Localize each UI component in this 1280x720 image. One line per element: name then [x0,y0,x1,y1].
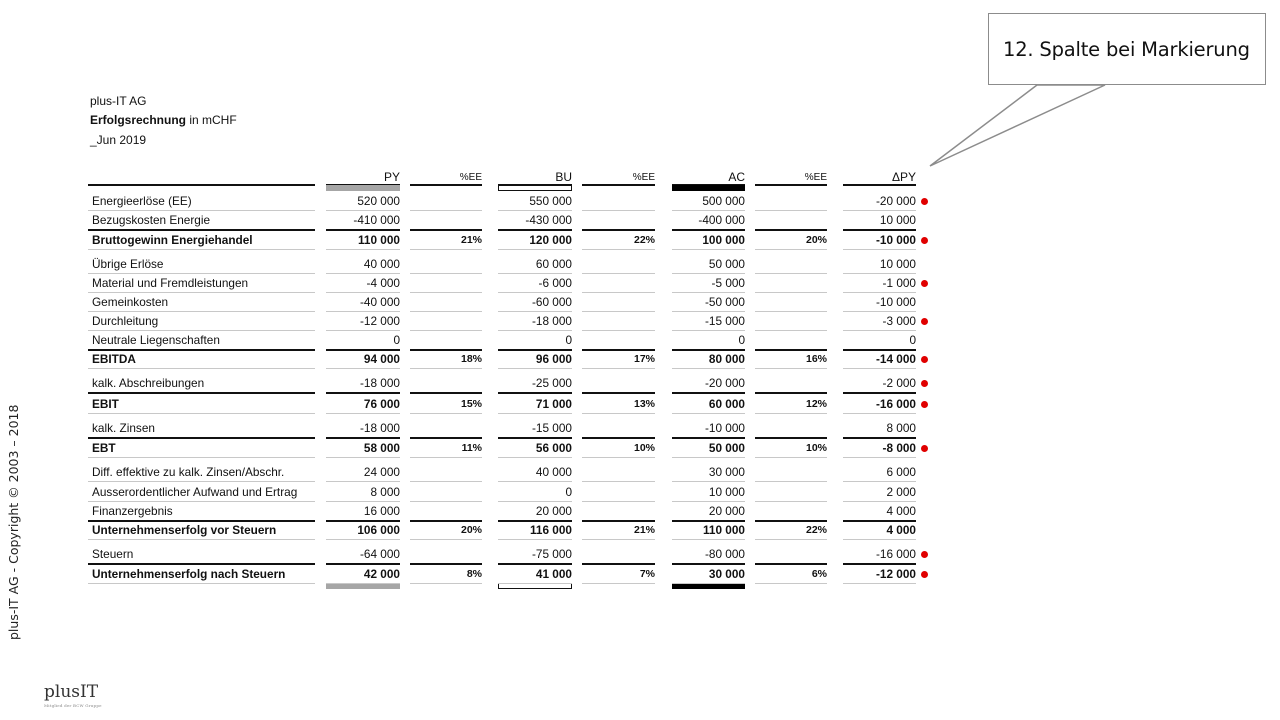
row-label: EBIT [92,397,119,411]
row-rule [843,311,916,312]
cell-pp: 21% [460,234,482,246]
row-rule [410,311,482,312]
row-rule [755,292,827,293]
status-dot [921,380,928,387]
row-rule [755,392,827,394]
row-rule [582,457,655,458]
cell-ac: 60 000 [708,397,745,411]
row-rule [582,392,655,394]
row-rule [843,349,916,351]
row-rule [672,563,745,565]
row-rule [755,311,827,312]
cell-d: -16 000 [875,397,916,411]
row-rule [88,457,315,458]
cell-ac: 20 000 [708,504,745,518]
scenario-marker [498,185,572,191]
cell-py: -40 000 [359,295,400,309]
row-rule [326,210,400,211]
callout-text: 12. Spalte bei Markierung [1003,38,1250,61]
row-label: Diff. effektive zu kalk. Zinsen/Abschr. [92,465,285,479]
row-rule [755,349,827,351]
row-rule [843,520,916,522]
row-rule [410,437,482,439]
cell-ac: -10 000 [704,421,745,435]
cell-d: -8 000 [882,441,916,455]
cell-pp: 8% [466,568,482,580]
row-rule [755,273,827,274]
cell-py: 94 000 [363,352,400,366]
row-rule [843,563,916,565]
row-rule [582,501,655,502]
column-header: %EE [632,172,655,183]
cell-ac: 100 000 [702,233,745,247]
status-dot [921,280,928,287]
row-rule [582,520,655,522]
row-rule [410,210,482,211]
row-rule [88,501,315,502]
cell-ac: -20 000 [704,376,745,390]
row-rule [843,457,916,458]
row-rule [755,501,827,502]
row-rule [755,481,827,482]
row-rule [672,501,745,502]
status-dot [921,401,928,408]
row-rule [410,501,482,502]
row-rule [582,583,655,584]
cell-ap: 12% [805,398,827,410]
column-header: %EE [459,172,482,183]
cell-ac: 50 000 [708,441,745,455]
column-header: BU [555,170,572,184]
row-rule [672,292,745,293]
cell-ap: 10% [805,442,827,454]
status-dot [921,551,928,558]
row-rule [88,330,315,331]
header-rule [582,184,655,186]
row-rule [326,229,400,231]
row-rule [88,292,315,293]
cell-ap: 22% [805,524,827,536]
row-rule [326,481,400,482]
row-rule [498,539,572,540]
row-rule [498,520,572,522]
row-label: EBITDA [92,352,136,366]
cell-bu: -6 000 [538,276,572,290]
cell-bu: 120 000 [529,233,572,247]
row-rule [326,330,400,331]
cell-ap: 16% [805,353,827,365]
logo-name: plusIT [44,682,99,702]
report-period: _Jun 2019 [90,133,147,147]
cell-py: -12 000 [359,314,400,328]
cell-d: -2 000 [882,376,916,390]
row-rule [755,583,827,584]
row-rule [755,457,827,458]
cell-bu: -25 000 [531,376,572,390]
row-rule [498,413,572,414]
column-header: %EE [804,172,827,183]
row-rule [582,349,655,351]
row-rule [672,273,745,274]
cell-d: -12 000 [875,567,916,581]
row-label: Durchleitung [92,314,159,328]
cell-d: 0 [909,333,916,347]
row-rule [326,273,400,274]
row-rule [498,392,572,394]
cell-py: 520 000 [357,194,400,208]
cell-bu: 0 [565,485,572,499]
row-rule [410,481,482,482]
cell-py: 76 000 [363,397,400,411]
row-rule [582,249,655,250]
row-rule [672,413,745,414]
row-rule [672,520,745,522]
cell-bu: 71 000 [535,397,572,411]
row-rule [326,392,400,394]
row-rule [582,311,655,312]
row-rule [326,583,400,584]
cell-pp: 11% [461,442,482,454]
row-rule [672,349,745,351]
row-rule [326,292,400,293]
row-rule [582,292,655,293]
cell-py: 24 000 [363,465,400,479]
row-rule [843,273,916,274]
row-rule [755,210,827,211]
cell-bp: 7% [639,568,655,580]
cell-d: -1 000 [882,276,916,290]
row-rule [582,273,655,274]
row-rule [672,210,745,211]
row-rule [498,437,572,439]
row-rule [843,539,916,540]
cell-bp: 13% [633,398,655,410]
cell-bu: 116 000 [530,523,572,537]
cell-bu: 56 000 [535,441,572,455]
row-rule [755,539,827,540]
row-rule [755,563,827,565]
row-rule [88,392,315,394]
row-rule [88,349,315,351]
row-rule [326,539,400,540]
cell-py: -18 000 [359,421,400,435]
row-label: kalk. Zinsen [92,421,155,435]
cell-py: 42 000 [363,567,400,581]
row-rule [582,413,655,414]
row-rule [88,249,315,250]
row-rule [755,368,827,369]
row-rule [498,368,572,369]
cell-bu: 41 000 [535,567,572,581]
cell-ac: -15 000 [704,314,745,328]
row-rule [498,210,572,211]
cell-d: 10 000 [879,257,916,271]
cell-py: 0 [393,333,400,347]
cell-py: -64 000 [359,547,400,561]
row-rule [843,249,916,250]
cell-pp: 20% [460,524,482,536]
cell-ap: 6% [811,568,827,580]
cell-bu: 0 [565,333,572,347]
row-rule [843,481,916,482]
row-rule [326,368,400,369]
row-rule [755,437,827,439]
cell-bp: 21% [633,524,655,536]
row-rule [755,413,827,414]
cell-ac: 80 000 [708,352,745,366]
row-rule [410,413,482,414]
row-rule [843,413,916,414]
company-name: plus-IT AG [90,94,147,108]
row-rule [843,368,916,369]
cell-ac: -80 000 [704,547,745,561]
status-dot [921,445,928,452]
cell-bp: 10% [633,442,655,454]
row-label: Steuern [92,547,134,561]
plusit-logo [44,682,102,708]
cell-pp: 15% [460,398,482,410]
row-rule [88,413,315,414]
column-header: AC [728,170,745,184]
row-rule [498,311,572,312]
scenario-marker [326,185,400,191]
cell-bu: -75 000 [531,547,572,561]
cell-d: -10 000 [875,295,916,309]
row-rule [498,273,572,274]
row-rule [88,210,315,211]
header-rule [843,184,916,186]
row-rule [410,539,482,540]
status-dot [921,571,928,578]
cell-d: 6 000 [886,465,916,479]
row-rule [88,563,315,565]
row-rule [498,501,572,502]
row-rule [498,249,572,250]
row-rule [843,583,916,584]
row-rule [326,457,400,458]
row-rule [410,457,482,458]
row-rule [410,249,482,250]
row-rule [755,330,827,331]
cell-ac: 30 000 [708,465,745,479]
row-rule [582,330,655,331]
cell-py: 40 000 [363,257,400,271]
row-rule [326,249,400,250]
row-rule [843,292,916,293]
cell-d: -14 000 [875,352,916,366]
cell-bp: 22% [633,234,655,246]
row-label: kalk. Abschreibungen [92,376,205,390]
row-label: Bezugskosten Energie [92,213,211,227]
row-rule [410,349,482,351]
row-label: Übrige Erlöse [92,257,164,271]
row-rule [755,249,827,250]
row-rule [88,583,315,584]
row-rule [582,539,655,540]
row-rule [582,481,655,482]
cell-d: 8 000 [886,421,916,435]
row-rule [410,563,482,565]
row-rule [672,481,745,482]
row-label: Gemeinkosten [92,295,169,309]
report-title-unit: in mCHF [186,113,237,127]
row-label: Ausserordentlicher Aufwand und Ertrag [92,485,298,499]
cell-py: 16 000 [363,504,400,518]
row-rule [410,520,482,522]
cell-py: 58 000 [363,441,400,455]
cell-ac: -5 000 [711,276,745,290]
row-rule [326,311,400,312]
row-rule [672,249,745,250]
row-rule [843,437,916,439]
cell-d: -10 000 [875,233,916,247]
cell-bu: -18 000 [531,314,572,328]
status-dot [921,237,928,244]
row-label: Material und Fremdleistungen [92,276,249,290]
cell-ap: 20% [805,234,827,246]
cell-bu: 550 000 [529,194,572,208]
row-rule [410,583,482,584]
row-rule [672,457,745,458]
cell-bu: 20 000 [535,504,572,518]
cell-bu: 60 000 [535,257,572,271]
cell-py: 8 000 [370,485,400,499]
cell-ac: 50 000 [708,257,745,271]
logo-tagline: Mitglied der BCW Gruppe [44,703,102,708]
cell-py: -18 000 [359,376,400,390]
row-rule [672,330,745,331]
cell-py: 110 000 [358,233,400,247]
cell-py: -4 000 [366,276,400,290]
cell-py: 106 000 [357,523,400,537]
header-rule [88,184,315,186]
copyright-side-text: plus-IT AG - Copyright © 2003 – 2018 [6,404,21,640]
row-rule [326,413,400,414]
row-rule [582,229,655,231]
row-rule [498,292,572,293]
cell-ac: -50 000 [704,295,745,309]
row-rule [672,437,745,439]
row-label: Bruttogewinn Energiehandel [92,233,253,247]
row-rule [410,392,482,394]
report-title-bold: Erfolgsrechnung [90,113,187,127]
row-label: Neutrale Liegenschaften [92,333,220,347]
row-rule [843,501,916,502]
row-rule [326,349,400,351]
row-rule [326,563,400,565]
row-rule [88,311,315,312]
cell-ac: 0 [738,333,745,347]
row-rule [410,229,482,231]
scenario-marker [672,185,745,191]
status-dot [921,318,928,325]
row-rule [498,583,572,584]
row-rule [672,392,745,394]
row-rule [88,539,315,540]
row-label: Unternehmenserfolg nach Steuern [92,567,286,581]
row-rule [410,368,482,369]
row-rule [582,210,655,211]
row-rule [672,311,745,312]
row-rule [755,229,827,231]
row-rule [88,368,315,369]
row-rule [672,539,745,540]
row-label: Finanzergebnis [92,504,173,518]
row-rule [88,273,315,274]
row-rule [498,330,572,331]
cell-ac: 500 000 [702,194,745,208]
row-rule [498,563,572,565]
cell-bu: -60 000 [531,295,572,309]
cell-ac: 30 000 [708,567,745,581]
row-rule [410,273,482,274]
row-rule [755,520,827,522]
cell-d: 4 000 [886,523,916,537]
row-rule [498,229,572,231]
header-rule [755,184,827,186]
row-rule [843,330,916,331]
cell-d: -16 000 [875,547,916,561]
row-label: Unternehmenserfolg vor Steuern [92,523,277,537]
cell-ac: 10 000 [708,485,745,499]
cell-bp: 17% [633,353,655,365]
row-rule [498,481,572,482]
row-rule [88,481,315,482]
cell-bu: -15 000 [531,421,572,435]
row-rule [843,229,916,231]
row-rule [410,330,482,331]
row-rule [88,520,315,522]
cell-bu: 40 000 [535,465,572,479]
cell-d: -20 000 [875,194,916,208]
row-rule [672,368,745,369]
row-label: EBT [92,441,116,455]
cell-ac: 110 000 [703,523,745,537]
status-dot [921,356,928,363]
cell-py: -410 000 [353,213,400,227]
cell-pp: 18% [460,353,482,365]
column-header: PY [383,170,400,184]
row-rule [326,437,400,439]
row-rule [672,229,745,231]
row-rule [498,349,572,351]
row-rule [326,501,400,502]
status-dot [921,198,928,205]
row-rule [582,437,655,439]
header-rule [410,184,482,186]
cell-d: 2 000 [886,485,916,499]
row-rule [843,210,916,211]
cell-ac: -400 000 [698,213,745,227]
row-rule [498,457,572,458]
cell-bu: 96 000 [535,352,572,366]
row-rule [88,229,315,231]
row-rule [582,563,655,565]
row-rule [326,520,400,522]
cell-d: 4 000 [886,504,916,518]
row-label: Energieerlöse (EE) [92,194,192,208]
row-rule [843,392,916,394]
cell-bu: -430 000 [525,213,572,227]
row-rule [672,583,745,584]
column-header: ΔPY [891,170,916,184]
row-rule [582,368,655,369]
row-rule [88,437,315,439]
row-rule [410,292,482,293]
cell-d: 10 000 [879,213,916,227]
cell-d: -3 000 [882,314,916,328]
